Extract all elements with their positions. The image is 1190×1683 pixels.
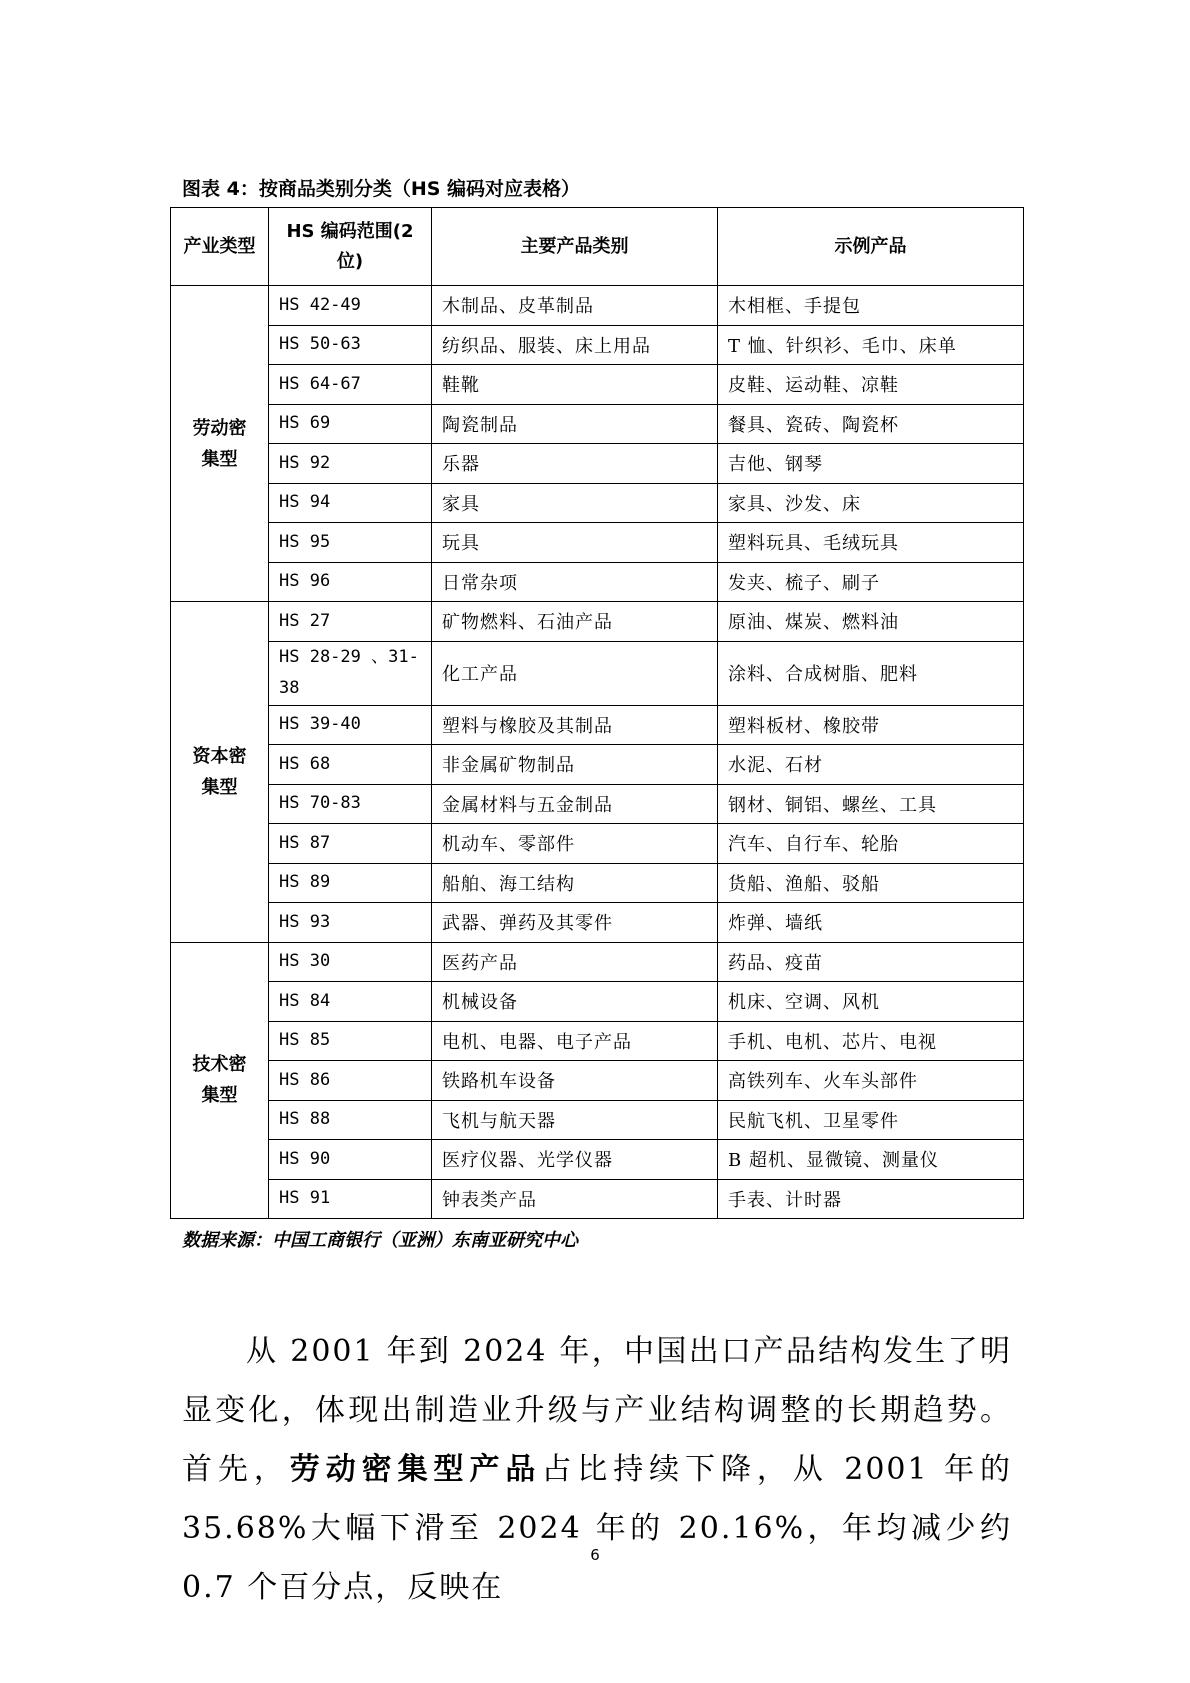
table-body <box>171 286 1024 1219</box>
product-category-cell: 乐器 <box>432 444 718 484</box>
hs-code-cell: HS 87 <box>269 824 432 864</box>
product-category-cell: 医药产品 <box>432 942 718 982</box>
product-category-cell: 船舶、海工结构 <box>432 863 718 903</box>
hs-code-cell: HS 93 <box>269 903 432 943</box>
hs-code-cell: HS 39-40 <box>269 705 432 745</box>
example-products-cell: 涂料、合成树脂、肥料 <box>718 641 1024 705</box>
product-category-cell: 电机、电器、电子产品 <box>432 1021 718 1061</box>
hs-code-cell: HS 92 <box>269 444 432 484</box>
header-industry-type: 产业类型 <box>171 208 269 286</box>
product-category-cell: 钟表类产品 <box>432 1179 718 1219</box>
table-row <box>171 444 1024 484</box>
product-category-cell: 塑料与橡胶及其制品 <box>432 705 718 745</box>
example-products-cell: 餐具、瓷砖、陶瓷杯 <box>718 404 1024 444</box>
example-products-cell: 钢材、铜铝、螺丝、工具 <box>718 784 1024 824</box>
hs-code-cell: HS 70-83 <box>269 784 432 824</box>
example-products-cell: 家具、沙发、床 <box>718 483 1024 523</box>
table-row <box>171 1100 1024 1140</box>
table-row <box>171 365 1024 405</box>
hs-code-cell: HS 64-67 <box>269 365 432 405</box>
product-category-cell: 陶瓷制品 <box>432 404 718 444</box>
hs-code-cell: HS 30 <box>269 942 432 982</box>
product-category-cell: 飞机与航天器 <box>432 1100 718 1140</box>
industry-type-cell: 劳动密 集型 <box>171 286 269 602</box>
hs-code-cell: HS 69 <box>269 404 432 444</box>
example-products-cell: 木相框、手提包 <box>718 286 1024 326</box>
product-category-cell: 武器、弹药及其零件 <box>432 903 718 943</box>
hs-code-cell: HS 86 <box>269 1061 432 1101</box>
table-row <box>171 286 1024 326</box>
table-row <box>171 942 1024 982</box>
hs-code-cell: HS 95 <box>269 523 432 563</box>
page-number: 6 <box>590 1546 600 1564</box>
hs-code-cell: HS 90 <box>269 1140 432 1180</box>
table-row <box>171 325 1024 365</box>
table-caption: 图表 4：按商品类别分类（HS 编码对应表格） <box>182 178 581 200</box>
example-products-cell: B 超机、显微镜、测量仪 <box>718 1140 1024 1180</box>
hs-code-cell: HS 89 <box>269 863 432 903</box>
hs-code-cell: HS 68 <box>269 745 432 785</box>
product-category-cell: 非金属矿物制品 <box>432 745 718 785</box>
data-source-note: 数据来源：中国工商银行（亚洲）东南亚研究中心 <box>182 1230 578 1251</box>
product-category-cell: 玩具 <box>432 523 718 563</box>
hs-code-cell: HS 96 <box>269 562 432 602</box>
table-row <box>171 824 1024 864</box>
product-category-cell: 金属材料与五金制品 <box>432 784 718 824</box>
product-category-cell: 机械设备 <box>432 982 718 1022</box>
product-category-cell: 家具 <box>432 483 718 523</box>
table-row <box>171 784 1024 824</box>
table-row <box>171 1140 1024 1180</box>
table-row <box>171 483 1024 523</box>
example-products-cell: 手机、电机、芯片、电视 <box>718 1021 1024 1061</box>
example-products-cell: 药品、疫苗 <box>718 942 1024 982</box>
header-product-category: 主要产品类别 <box>432 208 718 286</box>
industry-type-cell: 技术密 集型 <box>171 942 269 1219</box>
example-products-cell: 炸弹、墙纸 <box>718 903 1024 943</box>
example-products-cell: 塑料玩具、毛绒玩具 <box>718 523 1024 563</box>
example-products-cell: 发夹、梳子、刷子 <box>718 562 1024 602</box>
example-products-cell: 吉他、钢琴 <box>718 444 1024 484</box>
example-products-cell: 皮鞋、运动鞋、凉鞋 <box>718 365 1024 405</box>
example-products-cell: 塑料板材、橡胶带 <box>718 705 1024 745</box>
table-row <box>171 641 1024 705</box>
table-row <box>171 705 1024 745</box>
header-hs-range: HS 编码范围(2位) <box>269 208 432 286</box>
product-category-cell: 机动车、零部件 <box>432 824 718 864</box>
header-example-products: 示例产品 <box>718 208 1024 286</box>
example-products-cell: 民航飞机、卫星零件 <box>718 1100 1024 1140</box>
table-row <box>171 523 1024 563</box>
product-category-cell: 鞋靴 <box>432 365 718 405</box>
hs-code-cell: HS 42-49 <box>269 286 432 326</box>
body-paragraph <box>182 1322 1012 1617</box>
example-products-cell: 水泥、石材 <box>718 745 1024 785</box>
table-row <box>171 404 1024 444</box>
hs-code-cell: HS 91 <box>269 1179 432 1219</box>
product-category-cell: 日常杂项 <box>432 562 718 602</box>
example-products-cell: 汽车、自行车、轮胎 <box>718 824 1024 864</box>
table-row <box>171 863 1024 903</box>
product-category-cell: 铁路机车设备 <box>432 1061 718 1101</box>
table-row <box>171 1179 1024 1219</box>
hs-code-cell: HS 50-63 <box>269 325 432 365</box>
body-text-bold: 劳动密集型产品 <box>289 1452 542 1487</box>
body-text-before: 从 2001 年到 2024 年，中国出口产品结构发生了明显变化，体现出制造业升级与产业结构调整的长期趋势。首先， <box>182 1334 1012 1487</box>
table-row <box>171 602 1024 642</box>
table-row <box>171 745 1024 785</box>
product-category-cell: 医疗仪器、光学仪器 <box>432 1140 718 1180</box>
product-category-cell: 纺织品、服装、床上用品 <box>432 325 718 365</box>
hs-code-cell: HS 88 <box>269 1100 432 1140</box>
table-header-row <box>171 208 1024 286</box>
body-text-after: 占比持续下降，从 2001 年的 35.68%大幅下滑至 2024 年的 20.16%，年均减少约 0.7 个百分点，反映在 <box>182 1452 1013 1605</box>
hs-code-cell: HS 84 <box>269 982 432 1022</box>
example-products-cell: 机床、空调、风机 <box>718 982 1024 1022</box>
table-row <box>171 1061 1024 1101</box>
example-products-cell: 原油、煤炭、燃料油 <box>718 602 1024 642</box>
table-row <box>171 1021 1024 1061</box>
table-row <box>171 982 1024 1022</box>
hs-code-table <box>170 207 1024 1219</box>
industry-type-cell: 资本密 集型 <box>171 602 269 943</box>
product-category-cell: 木制品、皮革制品 <box>432 286 718 326</box>
hs-code-cell: HS 27 <box>269 602 432 642</box>
hs-code-cell: HS 28-29 、31-38 <box>269 641 432 705</box>
example-products-cell: 货船、渔船、驳船 <box>718 863 1024 903</box>
product-category-cell: 矿物燃料、石油产品 <box>432 602 718 642</box>
hs-code-cell: HS 94 <box>269 483 432 523</box>
example-products-cell: 手表、计时器 <box>718 1179 1024 1219</box>
hs-code-cell: HS 85 <box>269 1021 432 1061</box>
example-products-cell: 高铁列车、火车头部件 <box>718 1061 1024 1101</box>
product-category-cell: 化工产品 <box>432 641 718 705</box>
example-products-cell: T 恤、针织衫、毛巾、床单 <box>718 325 1024 365</box>
table-row <box>171 562 1024 602</box>
table-row <box>171 903 1024 943</box>
